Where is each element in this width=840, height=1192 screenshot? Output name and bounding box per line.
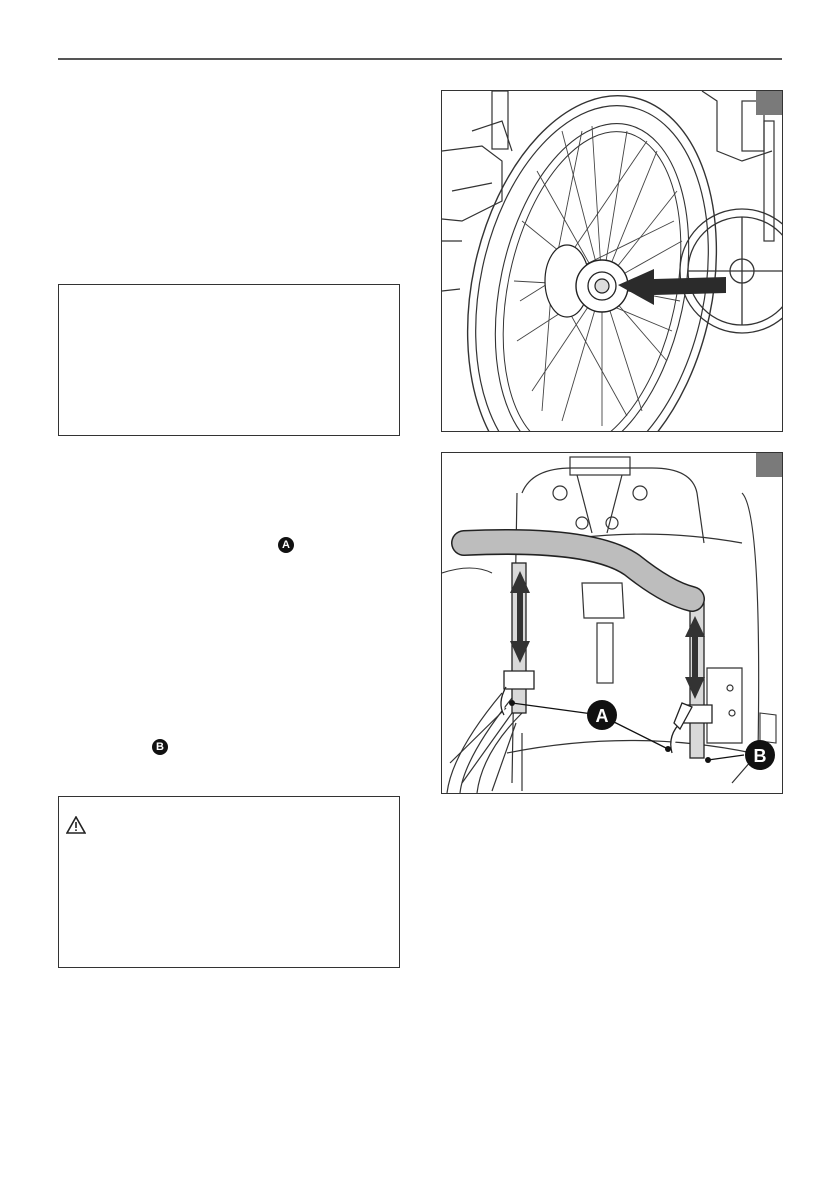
figure-number-tab (756, 91, 782, 115)
figure-rear-wheel (441, 90, 783, 432)
callout-b-label: B (753, 746, 767, 766)
rear-wheel-illustration (442, 91, 782, 431)
note-box (58, 284, 400, 436)
callout-b-inline: B (152, 739, 168, 755)
figure-number-tab (756, 453, 782, 477)
header-rule (58, 58, 782, 60)
callout-a-label: A (595, 706, 609, 726)
callout-a-inline: A (278, 537, 294, 553)
figure-push-handle (441, 452, 783, 794)
push-handle-illustration (442, 453, 782, 793)
warning-triangle-icon (66, 816, 86, 834)
warning-box (58, 796, 400, 968)
